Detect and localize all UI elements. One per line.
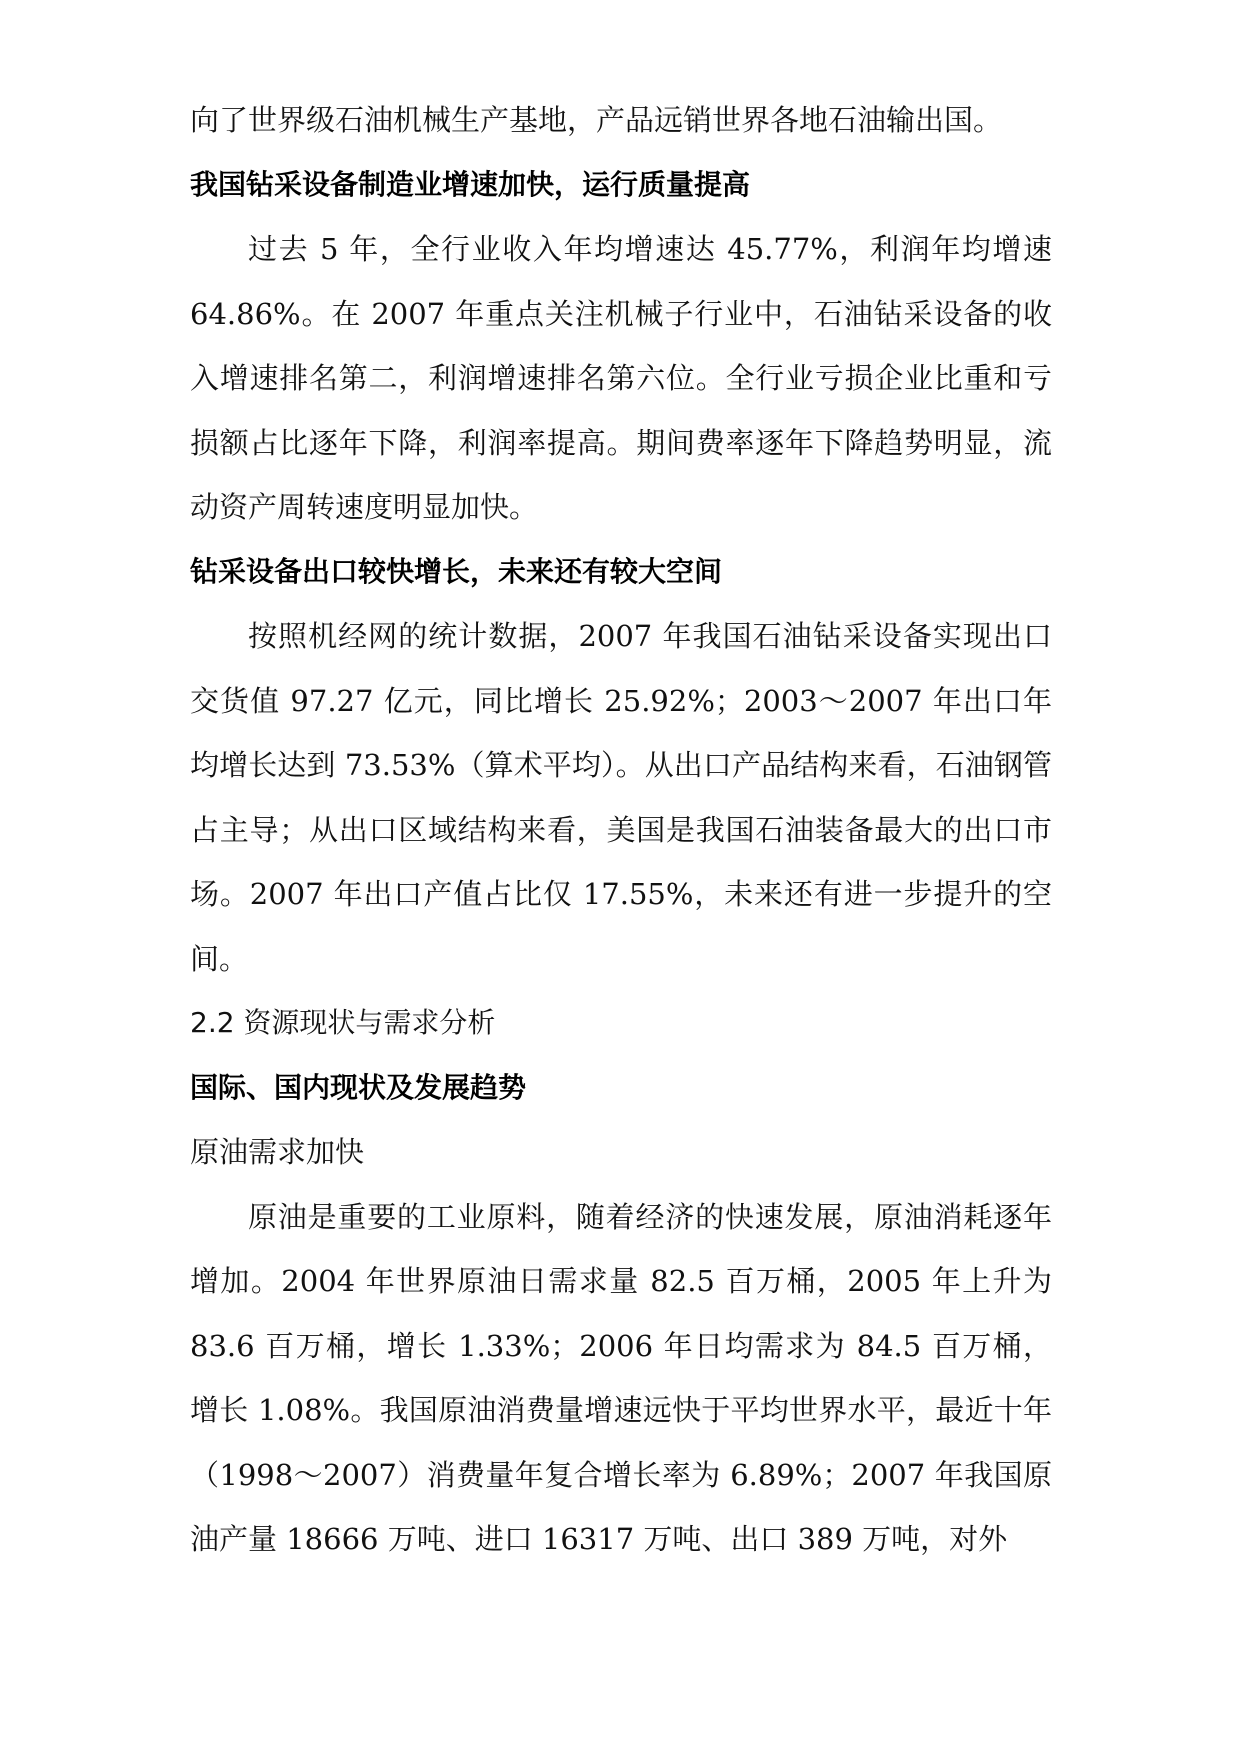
section-heading-status-trends: 国际、国内现状及发展趋势 xyxy=(190,1070,527,1104)
section-heading-resource-analysis: 2.2 资源现状与需求分析 xyxy=(190,1006,496,1039)
paragraph-continuation: 向了世界级石油机械生产基地，产品远销世界各地石油输出国。 xyxy=(190,103,1003,137)
subheading-crude-demand: 原油需求加快 xyxy=(190,1135,365,1169)
paragraph-industry-growth: 过去 5 年，全行业收入年均增速达 45.77%，利润年均增速 64.86%。在 2007 年重点关注机械子行业中，石油钻采设备的收入增速排名第二，利润增速排名第六位。全行业亏损企业比重和亏损额占比逐年下降，利润率提高。期间费率逐年下降趋势明显，流动资产周转速度明显加快。 xyxy=(190,232,1052,524)
section-heading-drilling-exports: 钻采设备出口较快增长，未来还有较大空间 xyxy=(190,554,723,588)
document-page xyxy=(190,88,1052,1572)
paragraph-crude-demand: 原油是重要的工业原料，随着经济的快速发展，原油消耗逐年增加。2004 年世界原油日需求量 82.5 百万桶，2005 年上升为 83.6 百万桶，增长 1.33%；2006 年日均需求为 84.5 百万桶，增长 1.08%。我国原油消费量增速远快于平均世界水平，最近十年（1998～2007）消费量年复合增长率为 6.89%；2007 年我国原油产量 18666 万吨、进口 16317 万吨、出口 389 万吨，对外 xyxy=(190,1199,1052,1556)
section-heading-drilling-manufacturing: 我国钻采设备制造业增速加快，运行质量提高 xyxy=(190,167,751,201)
paragraph-export-stats: 按照机经网的统计数据，2007 年我国石油钻采设备实现出口交货值 97.27 亿元，同比增长 25.92%；2003～2007 年出口年均增长达到 73.53%（算术平均）。从出口产品结构来看，石油钢管占主导；从出口区域结构来看，美国是我国石油装备最大的出口市场。2007 年出口产值占比仅 17.55%，未来还有进一步提升的空间。 xyxy=(190,619,1052,976)
